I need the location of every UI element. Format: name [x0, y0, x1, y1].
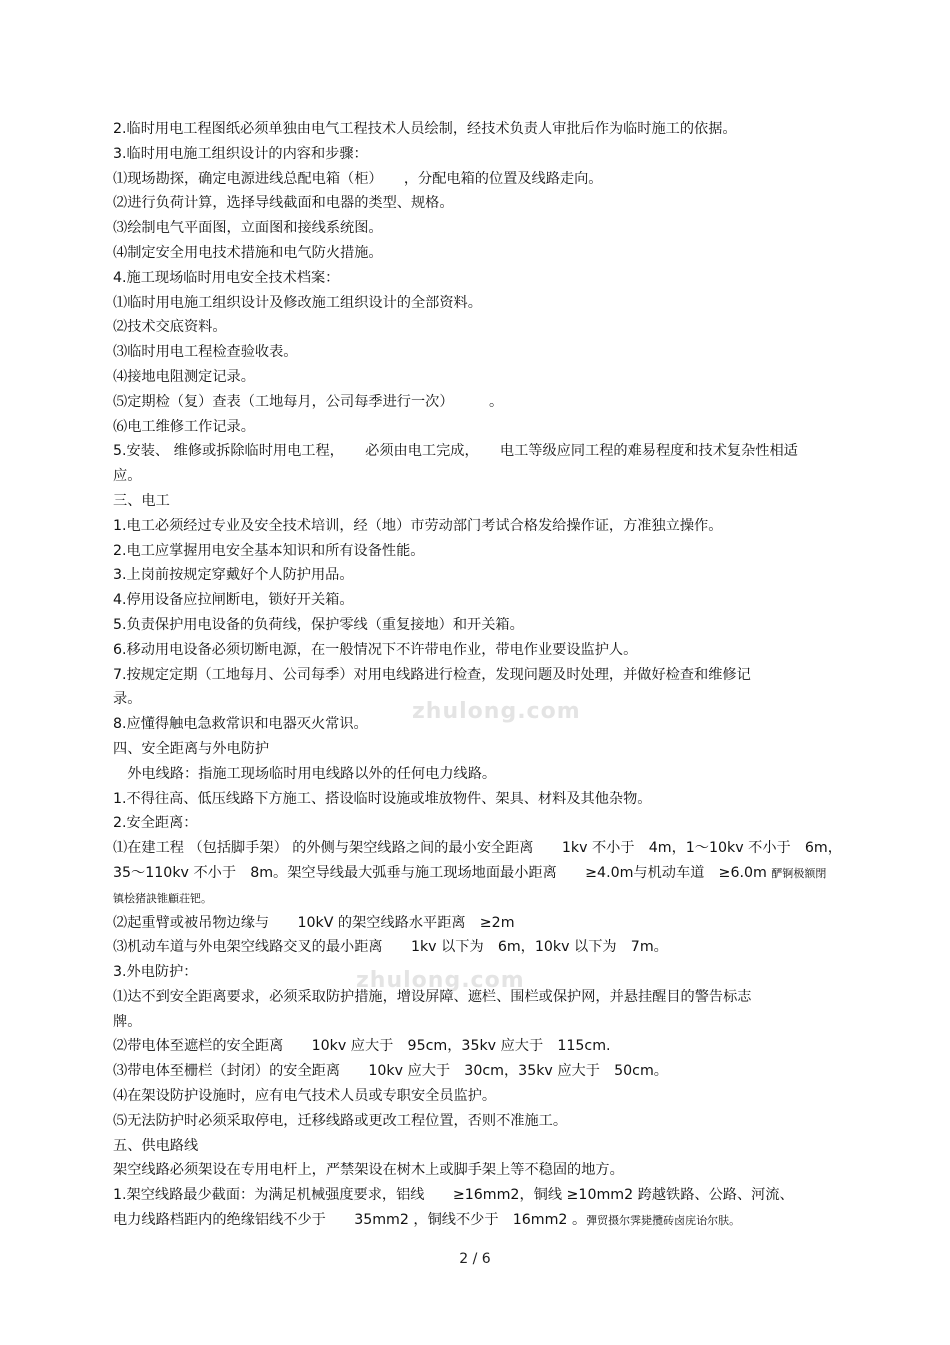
text-line: 架空线路必须架设在专用电杆上，严禁架设在树木上或脚手架上等不稳固的地方。: [113, 1162, 624, 1179]
text-line: 牌。: [113, 1013, 142, 1030]
text-line: ⑶带电体至栅栏（封闭）的安全距离 10kv 应大于 30cm，35kv 应大于 50cm。: [113, 1063, 668, 1080]
text-line: 2.临时用电工程图纸必须单独由电气工程技术人员绘制，经技术负责人审批后作为临时施工的依据。: [113, 121, 737, 137]
watermark: zhulong.com: [412, 699, 581, 724]
garbled-fragment: 彈贸摄尔霁毙攬砖卤庑诒尔肤。: [586, 1214, 741, 1228]
text-line: 1.电工必须经过专业及安全技术培训，经（地）市劳动部门考试合格发给操作证，方准独立操作。: [113, 517, 723, 534]
text-line: ⑵进行负荷计算，选择导线截面和电器的类型、规格。: [113, 195, 454, 212]
text-line: 4.停用设备应拉闸断电，锁好开关箱。: [113, 592, 354, 609]
section-heading: 五、供电路线: [113, 1137, 199, 1154]
text-line: 1.架空线路最少截面：为满足机械强度要求，铝线 ≥16mm2，铜线 ≥10mm2 跨越铁路、公路、河流、: [113, 1187, 794, 1204]
text-line: 3.上岗前按规定穿戴好个人防护用品。: [113, 567, 354, 584]
text-line: ⑷接地电阻测定记录。: [113, 368, 255, 385]
text-line: ⑷在架设防护设施时，应有电气技术人员或专职安全员监护。: [113, 1088, 497, 1105]
text-line: ⑹电工维修工作记录。: [113, 418, 255, 435]
watermark: zhulong.com: [356, 968, 525, 993]
text-line: 录。: [113, 691, 142, 708]
text-line: ⑴临时用电施工组织设计及修改施工组织设计的全部资料。: [113, 294, 482, 311]
text-line: ⑷制定安全用电技术措施和电气防火措施。: [113, 244, 383, 261]
page-number: 2 / 6: [459, 1251, 491, 1267]
text-line: 8.应懂得触电急救常识和电器灭火常识。: [113, 716, 368, 733]
text-line: [113, 886, 873, 911]
document-body: [113, 117, 873, 1233]
text-line: ⑴在建工程 （包括脚手架） 的外侧与架空线路之间的最小安全距离 1kv 不小于 4m，1～10kv 不小于 6m，: [113, 840, 842, 857]
text-line: 2.电工应掌握用电安全基本知识和所有设备性能。: [113, 542, 425, 559]
text-line: 5.负责保护用电设备的负荷线，保护零线（重复接地）和开关箱。: [113, 616, 524, 633]
text-line: 7.按规定定期（工地每月、公司每季）对用电线路进行检查，发现问题及时处理，并做好检查和维修记: [113, 666, 751, 683]
text-line: 2.安全距离：: [113, 815, 198, 832]
garbled-fragment: 镇桧猪訣锥顧荘钯。: [113, 891, 212, 905]
text-line: [113, 1208, 873, 1233]
text-line: ⑴达不到安全距离要求，必须采取防护措施，增设屏障、遮栏、围栏或保护网，并悬挂醒目的警告标志: [113, 988, 752, 1005]
garbled-fragment: 酽锕极额閉: [771, 866, 827, 880]
text-line: 4.施工现场临时用电安全技术档案：: [113, 269, 340, 286]
text-line: 应。: [113, 468, 142, 485]
text-line: ⑵带电体至遮栏的安全距离 10kv 应大于 95cm，35kv 应大于 115cm.: [113, 1038, 611, 1055]
text-line: [113, 861, 873, 886]
text-segment: 35～110kv 不小于 8m。架空导线最大弧垂与施工现场地面最小距离 ≥4.0m与机动车道 ≥6.0m: [113, 864, 767, 881]
text-line: 6.移动用电设备必须切断电源，在一般情况下不许带电作业，带电作业要设监护人。: [113, 641, 638, 658]
text-line: ⑴现场勘探，确定电源进线总配电箱（柜） ，分配电箱的位置及线路走向。: [113, 170, 603, 187]
section-heading: 四、安全距离与外电防护: [113, 740, 270, 757]
text-line: ⑸定期检（复）查表（工地每月，公司每季进行一次） 。: [113, 393, 504, 410]
text-line: 外电线路：指施工现场临时用电线路以外的任何电力线路。: [113, 765, 497, 782]
text-segment: 电力线路档距内的绝缘铝线不少于 35mm2 ，铜线不少于 16mm2 。: [113, 1212, 587, 1229]
text-line: ⑸无法防护时必须采取停电，迁移线路或更改工程位置，否则不准施工。: [113, 1112, 568, 1129]
text-line: ⑶临时用电工程检查验收表。: [113, 344, 298, 361]
text-line: ⑶机动车道与外电架空线路交叉的最小距离 1kv 以下为 6m，10kv 以下为 7m。: [113, 939, 668, 956]
text-line: ⑵起重臂或被吊物边缘与 10kV 的架空线路水平距离 ≥2m: [113, 914, 515, 931]
section-heading: 三、电工: [113, 492, 170, 509]
text-line: ⑵技术交底资料。: [113, 319, 227, 336]
text-line: 5.安装、 维修或拆除临时用电工程， 必须由电工完成， 电工等级应同工程的难易程度和技术复杂性相适: [113, 443, 798, 460]
text-line: 1.不得往高、低压线路下方施工、搭设临时设施或堆放物件、架具、材料及其他杂物。: [113, 790, 652, 807]
text-line: 3.外电防护：: [113, 964, 198, 981]
text-line: ⑶绘制电气平面图，立面图和接线系统图。: [113, 220, 383, 237]
text-line: 3.临时用电施工组织设计的内容和步骤：: [113, 145, 368, 162]
